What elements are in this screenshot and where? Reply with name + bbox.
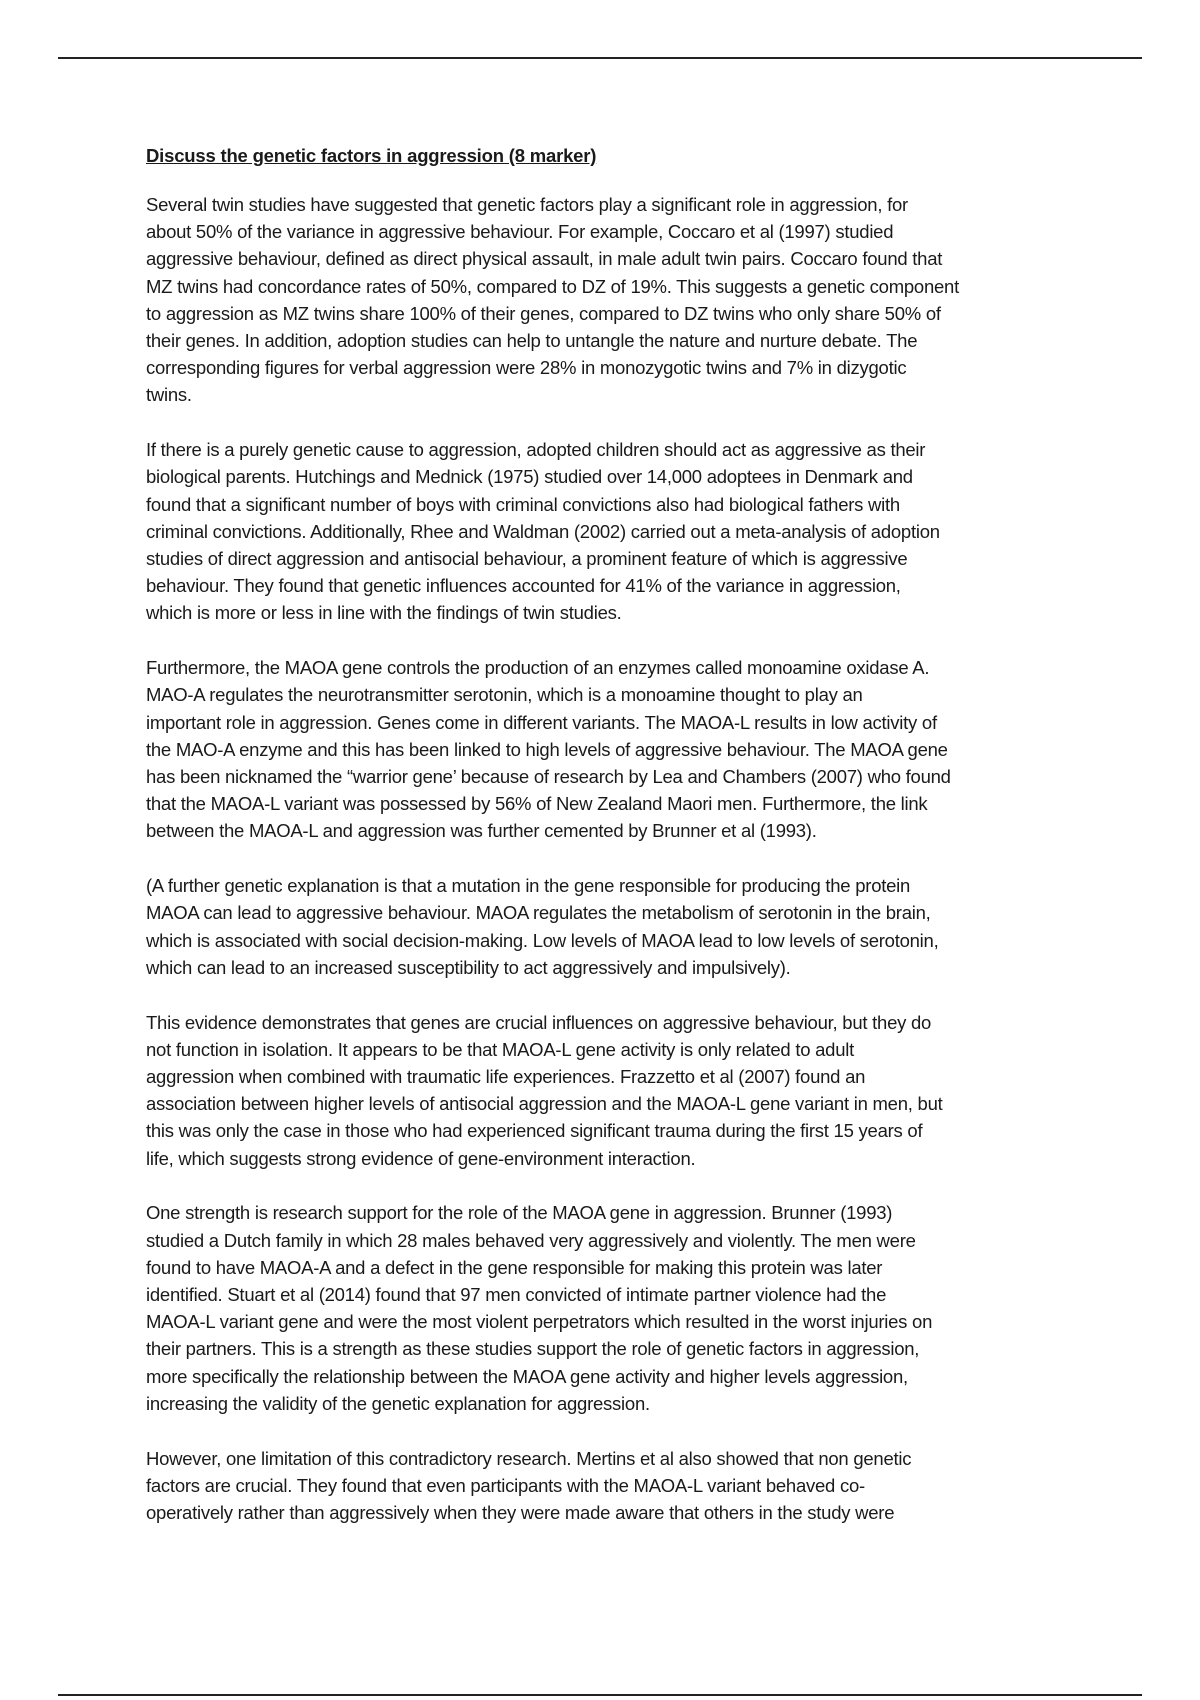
text-line: This evidence demonstrates that genes are crucial influences on aggressive behaviour, but they do <box>146 1011 932 1033</box>
bottom-rule <box>58 1694 1142 1696</box>
text-line: aggressive behaviour, defined as direct physical assault, in male adult twin pairs. Coccaro found that <box>146 248 943 270</box>
text-line: the MAO-A enzyme and this has been linked to high levels of aggressive behaviour. The MAOA gene <box>146 738 948 760</box>
text-line: MAOA-L variant gene and were the most violent perpetrators which resulted in the worst injuries on <box>146 1311 933 1333</box>
text-line: studied a Dutch family in which 28 males behaved very aggressively and violently. The men were <box>146 1229 916 1251</box>
text-line: this was only the case in those who had experienced significant trauma during the first 15 years of <box>146 1120 923 1142</box>
text-line: MZ twins had concordance rates of 50%, compared to DZ of 19%. This suggests a genetic component <box>146 275 959 297</box>
text-line: Several twin studies have suggested that genetic factors play a significant role in aggression, for <box>146 194 908 215</box>
text-line: operatively rather than aggressively when they were made aware that others in the study were <box>146 1502 895 1524</box>
text-line: found that a significant number of boys with criminal convictions also had biological fathers with <box>146 493 900 515</box>
text-line: factors are crucial. They found that even participants with the MAOA-L variant behaved co- <box>146 1474 865 1496</box>
text-line: behaviour. They found that genetic influences accounted for 41% of the variance in aggression, <box>146 575 901 597</box>
text-line: One strength is research support for the role of the MAOA gene in aggression. Brunner (1993) <box>146 1202 893 1224</box>
paragraph-maoa-gene <box>146 654 1058 844</box>
text-line: between the MAOA-L and aggression was further cemented by Brunner et al (1993). <box>146 820 817 842</box>
text-line: their partners. This is a strength as these studies support the role of genetic factors in aggression, <box>146 1338 920 1360</box>
text-line: increasing the validity of the genetic explanation for aggression. <box>146 1392 650 1414</box>
text-line: biological parents. Hutchings and Mednick (1975) studied over 14,000 adoptees in Denmark and <box>146 466 913 488</box>
text-line: has been nicknamed the “warrior gene’ because of research by Lea and Chambers (2007) who found <box>146 766 951 788</box>
text-line: studies of direct aggression and antisocial behaviour, a prominent feature of which is aggressive <box>146 548 908 570</box>
paragraph-mutation-explanation <box>146 872 1058 981</box>
text-line: However, one limitation of this contradictory research. Mertins et al also showed that non genetic <box>146 1447 912 1469</box>
text-line: If there is a purely genetic cause to aggression, adopted children should act as aggressive as their <box>146 439 926 461</box>
document-body <box>146 146 1058 1554</box>
paragraph-limitation <box>146 1445 1058 1527</box>
text-line: which can lead to an increased susceptibility to act aggressively and impulsively). <box>146 956 791 978</box>
text-line: their genes. In addition, adoption studies can help to untangle the nature and nurture debate. The <box>146 330 918 352</box>
text-line: that the MAOA-L variant was possessed by 56% of New Zealand Maori men. Furthermore, the link <box>146 793 928 815</box>
top-rule <box>58 57 1142 59</box>
document-heading: Discuss the genetic factors in aggression (8 marker) <box>146 145 597 166</box>
text-line: criminal convictions. Additionally, Rhee and Waldman (2002) carried out a meta-analysis of adoption <box>146 520 940 542</box>
text-line: important role in aggression. Genes come in different variants. The MAOA-L results in low activity of <box>146 711 937 733</box>
text-line: not function in isolation. It appears to be that MAOA-L gene activity is only related to adult <box>146 1038 855 1060</box>
text-line: association between higher levels of antisocial aggression and the MAOA-L gene variant in men, but <box>146 1093 943 1115</box>
text-line: twins. <box>146 384 192 406</box>
text-line: identified. Stuart et al (2014) found that 97 men convicted of intimate partner violence had the <box>146 1284 887 1306</box>
text-line: Furthermore, the MAOA gene controls the production of an enzymes called monoamine oxidase A. <box>146 657 930 679</box>
text-line: to aggression as MZ twins share 100% of their genes, compared to DZ twins who only share 50% of <box>146 302 941 324</box>
text-line: found to have MAOA-A and a defect in the gene responsible for making this protein was later <box>146 1256 883 1278</box>
text-line: more specifically the relationship between the MAOA gene activity and higher levels aggression, <box>146 1365 908 1387</box>
text-line: (A further genetic explanation is that a mutation in the gene responsible for producing the protein <box>146 875 911 897</box>
text-line: corresponding figures for verbal aggression were 28% in monozygotic twins and 7% in dizygotic <box>146 357 907 379</box>
text-line: aggression when combined with traumatic life experiences. Frazzetto et al (2007) found an <box>146 1066 866 1088</box>
text-line: MAOA can lead to aggressive behaviour. MAOA regulates the metabolism of serotonin in the brain, <box>146 902 931 924</box>
text-line: which is more or less in line with the findings of twin studies. <box>146 602 622 624</box>
paragraph-twin-studies <box>146 191 1058 409</box>
text-line: which is associated with social decision-making. Low levels of MAOA lead to low levels of serotonin, <box>146 929 939 951</box>
paragraph-strength <box>146 1199 1058 1417</box>
text-line: life, which suggests strong evidence of gene-environment interaction. <box>146 1147 696 1169</box>
paragraph-gene-environment <box>146 1009 1058 1172</box>
text-line: MAO-A regulates the neurotransmitter serotonin, which is a monoamine thought to play an <box>146 684 863 706</box>
paragraph-adoption-studies <box>146 436 1058 626</box>
text-line: about 50% of the variance in aggressive behaviour. For example, Coccaro et al (1997) studied <box>146 221 894 243</box>
